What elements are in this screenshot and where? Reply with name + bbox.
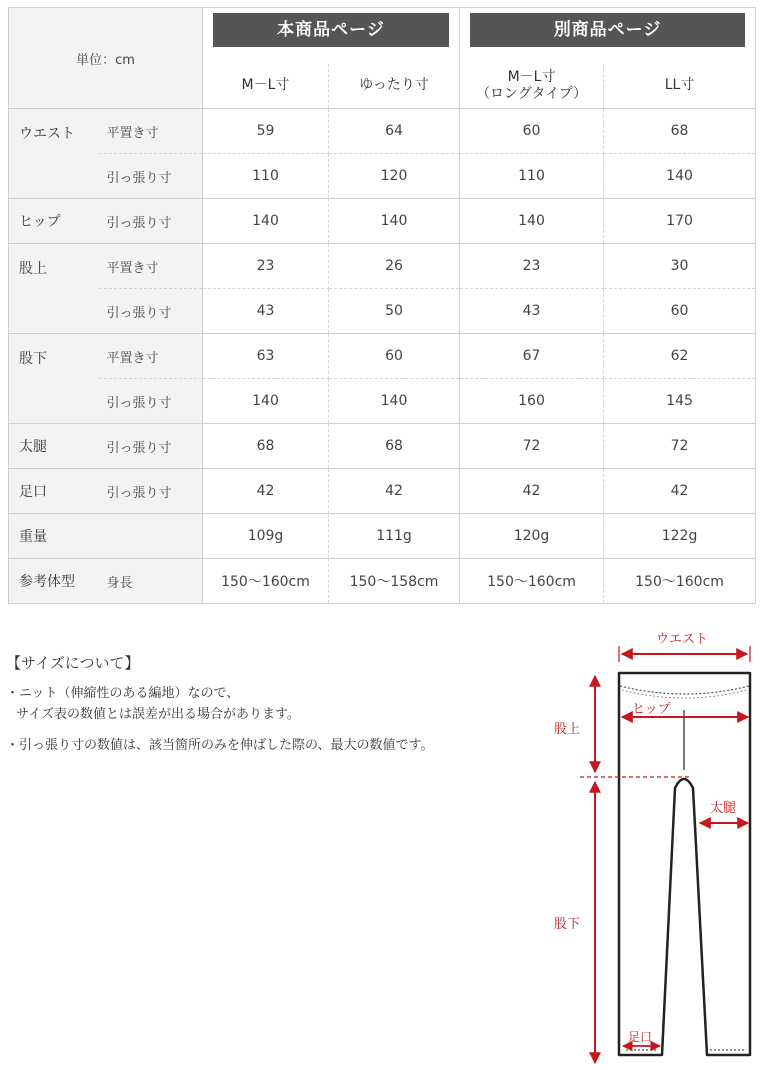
note-item: ・引っ張り寸の数値は、該当箇所のみを伸ばした際の、最大の数値です。 xyxy=(6,738,434,753)
label-rise: 股上 xyxy=(554,722,581,737)
value-cell: 109g xyxy=(203,514,329,559)
value-cell: 42 xyxy=(329,469,460,514)
category-label: ウエスト xyxy=(9,109,99,199)
value-cell: 140 xyxy=(460,199,604,244)
measure-type-label: 引っ張り寸 xyxy=(99,289,203,334)
category-label: 参考体型 xyxy=(9,559,99,604)
value-cell: 43 xyxy=(203,289,329,334)
value-cell: 140 xyxy=(329,379,460,424)
group-banner: 本商品ページ xyxy=(213,13,449,47)
table-row xyxy=(9,199,756,244)
size-header: LL寸 xyxy=(604,64,756,109)
measure-type-label: 引っ張り寸 xyxy=(99,424,203,469)
value-cell: 64 xyxy=(329,109,460,154)
value-cell: 150～160cm xyxy=(460,559,604,604)
value-cell: 140 xyxy=(203,379,329,424)
category-label: 股上 xyxy=(9,244,99,334)
measure-type-label: 平置き寸 xyxy=(99,334,203,379)
value-cell: 68 xyxy=(203,424,329,469)
table-row xyxy=(9,109,756,154)
size-notes xyxy=(6,652,526,766)
size-header: ゆったり寸 xyxy=(329,64,460,109)
table-row xyxy=(9,424,756,469)
size-table xyxy=(8,7,756,604)
value-cell: 42 xyxy=(460,469,604,514)
value-cell: 30 xyxy=(604,244,756,289)
note-line: ・ニット（伸縮性のある編地）なので、 xyxy=(6,686,240,701)
size-header: M－L寸 （ロングタイプ） xyxy=(460,64,604,109)
category-label: ヒップ xyxy=(9,199,99,244)
measure-type-label: 引っ張り寸 xyxy=(99,469,203,514)
label-waist: ウエスト xyxy=(656,632,709,647)
value-cell: 68 xyxy=(604,109,756,154)
label-hem: 足口 xyxy=(628,1030,653,1044)
measure-type-label: 平置き寸 xyxy=(99,244,203,289)
category-label: 太腿 xyxy=(9,424,99,469)
value-cell: 43 xyxy=(460,289,604,334)
value-cell: 110 xyxy=(460,154,604,199)
value-cell: 50 xyxy=(329,289,460,334)
category-label: 股下 xyxy=(9,334,99,424)
note-item xyxy=(6,683,526,725)
unit-label: 単位：cm xyxy=(9,8,203,109)
value-cell: 140 xyxy=(203,199,329,244)
leggings-diagram xyxy=(540,620,760,1070)
value-cell: 111g xyxy=(329,514,460,559)
value-cell: 150～158cm xyxy=(329,559,460,604)
category-label: 重量 xyxy=(9,514,99,559)
value-cell: 23 xyxy=(460,244,604,289)
measure-type-label xyxy=(99,514,203,559)
value-cell: 42 xyxy=(604,469,756,514)
value-cell: 72 xyxy=(460,424,604,469)
value-cell: 110 xyxy=(203,154,329,199)
value-cell: 42 xyxy=(203,469,329,514)
value-cell: 26 xyxy=(329,244,460,289)
note-line: サイズ表の数値とは誤差が出る場合があります。 xyxy=(16,707,300,722)
table-row xyxy=(9,334,756,379)
value-cell: 67 xyxy=(460,334,604,379)
size-header: M－L寸 xyxy=(203,64,329,109)
value-cell: 60 xyxy=(329,334,460,379)
table-row xyxy=(9,379,756,424)
table-row xyxy=(9,469,756,514)
value-cell: 150～160cm xyxy=(203,559,329,604)
table-row xyxy=(9,514,756,559)
label-hip: ヒップ xyxy=(632,702,671,717)
value-cell: 120g xyxy=(460,514,604,559)
value-cell: 59 xyxy=(203,109,329,154)
value-cell: 60 xyxy=(604,289,756,334)
value-cell: 122g xyxy=(604,514,756,559)
value-cell: 140 xyxy=(604,154,756,199)
measure-type-label: 引っ張り寸 xyxy=(99,154,203,199)
group-banner: 別商品ページ xyxy=(470,13,745,47)
measure-type-label: 平置き寸 xyxy=(99,109,203,154)
value-cell: 62 xyxy=(604,334,756,379)
notes-title: 【サイズについて】 xyxy=(6,654,140,672)
leggings-illustration-icon xyxy=(540,620,760,1070)
value-cell: 72 xyxy=(604,424,756,469)
label-thigh: 太腿 xyxy=(710,801,737,816)
measure-type-label: 身長 xyxy=(99,559,203,604)
measure-type-label: 引っ張り寸 xyxy=(99,199,203,244)
category-label: 足口 xyxy=(9,469,99,514)
value-cell: 160 xyxy=(460,379,604,424)
table-row xyxy=(9,154,756,199)
table-row xyxy=(9,244,756,289)
value-cell: 170 xyxy=(604,199,756,244)
value-cell: 23 xyxy=(203,244,329,289)
table-row xyxy=(9,289,756,334)
measure-type-label: 引っ張り寸 xyxy=(99,379,203,424)
value-cell: 150～160cm xyxy=(604,559,756,604)
value-cell: 60 xyxy=(460,109,604,154)
value-cell: 63 xyxy=(203,334,329,379)
value-cell: 145 xyxy=(604,379,756,424)
table-row xyxy=(9,559,756,604)
label-inseam: 股下 xyxy=(554,917,581,932)
value-cell: 140 xyxy=(329,199,460,244)
group-header-other-item xyxy=(460,8,756,64)
value-cell: 120 xyxy=(329,154,460,199)
value-cell: 68 xyxy=(329,424,460,469)
group-header-this-item xyxy=(203,8,460,64)
